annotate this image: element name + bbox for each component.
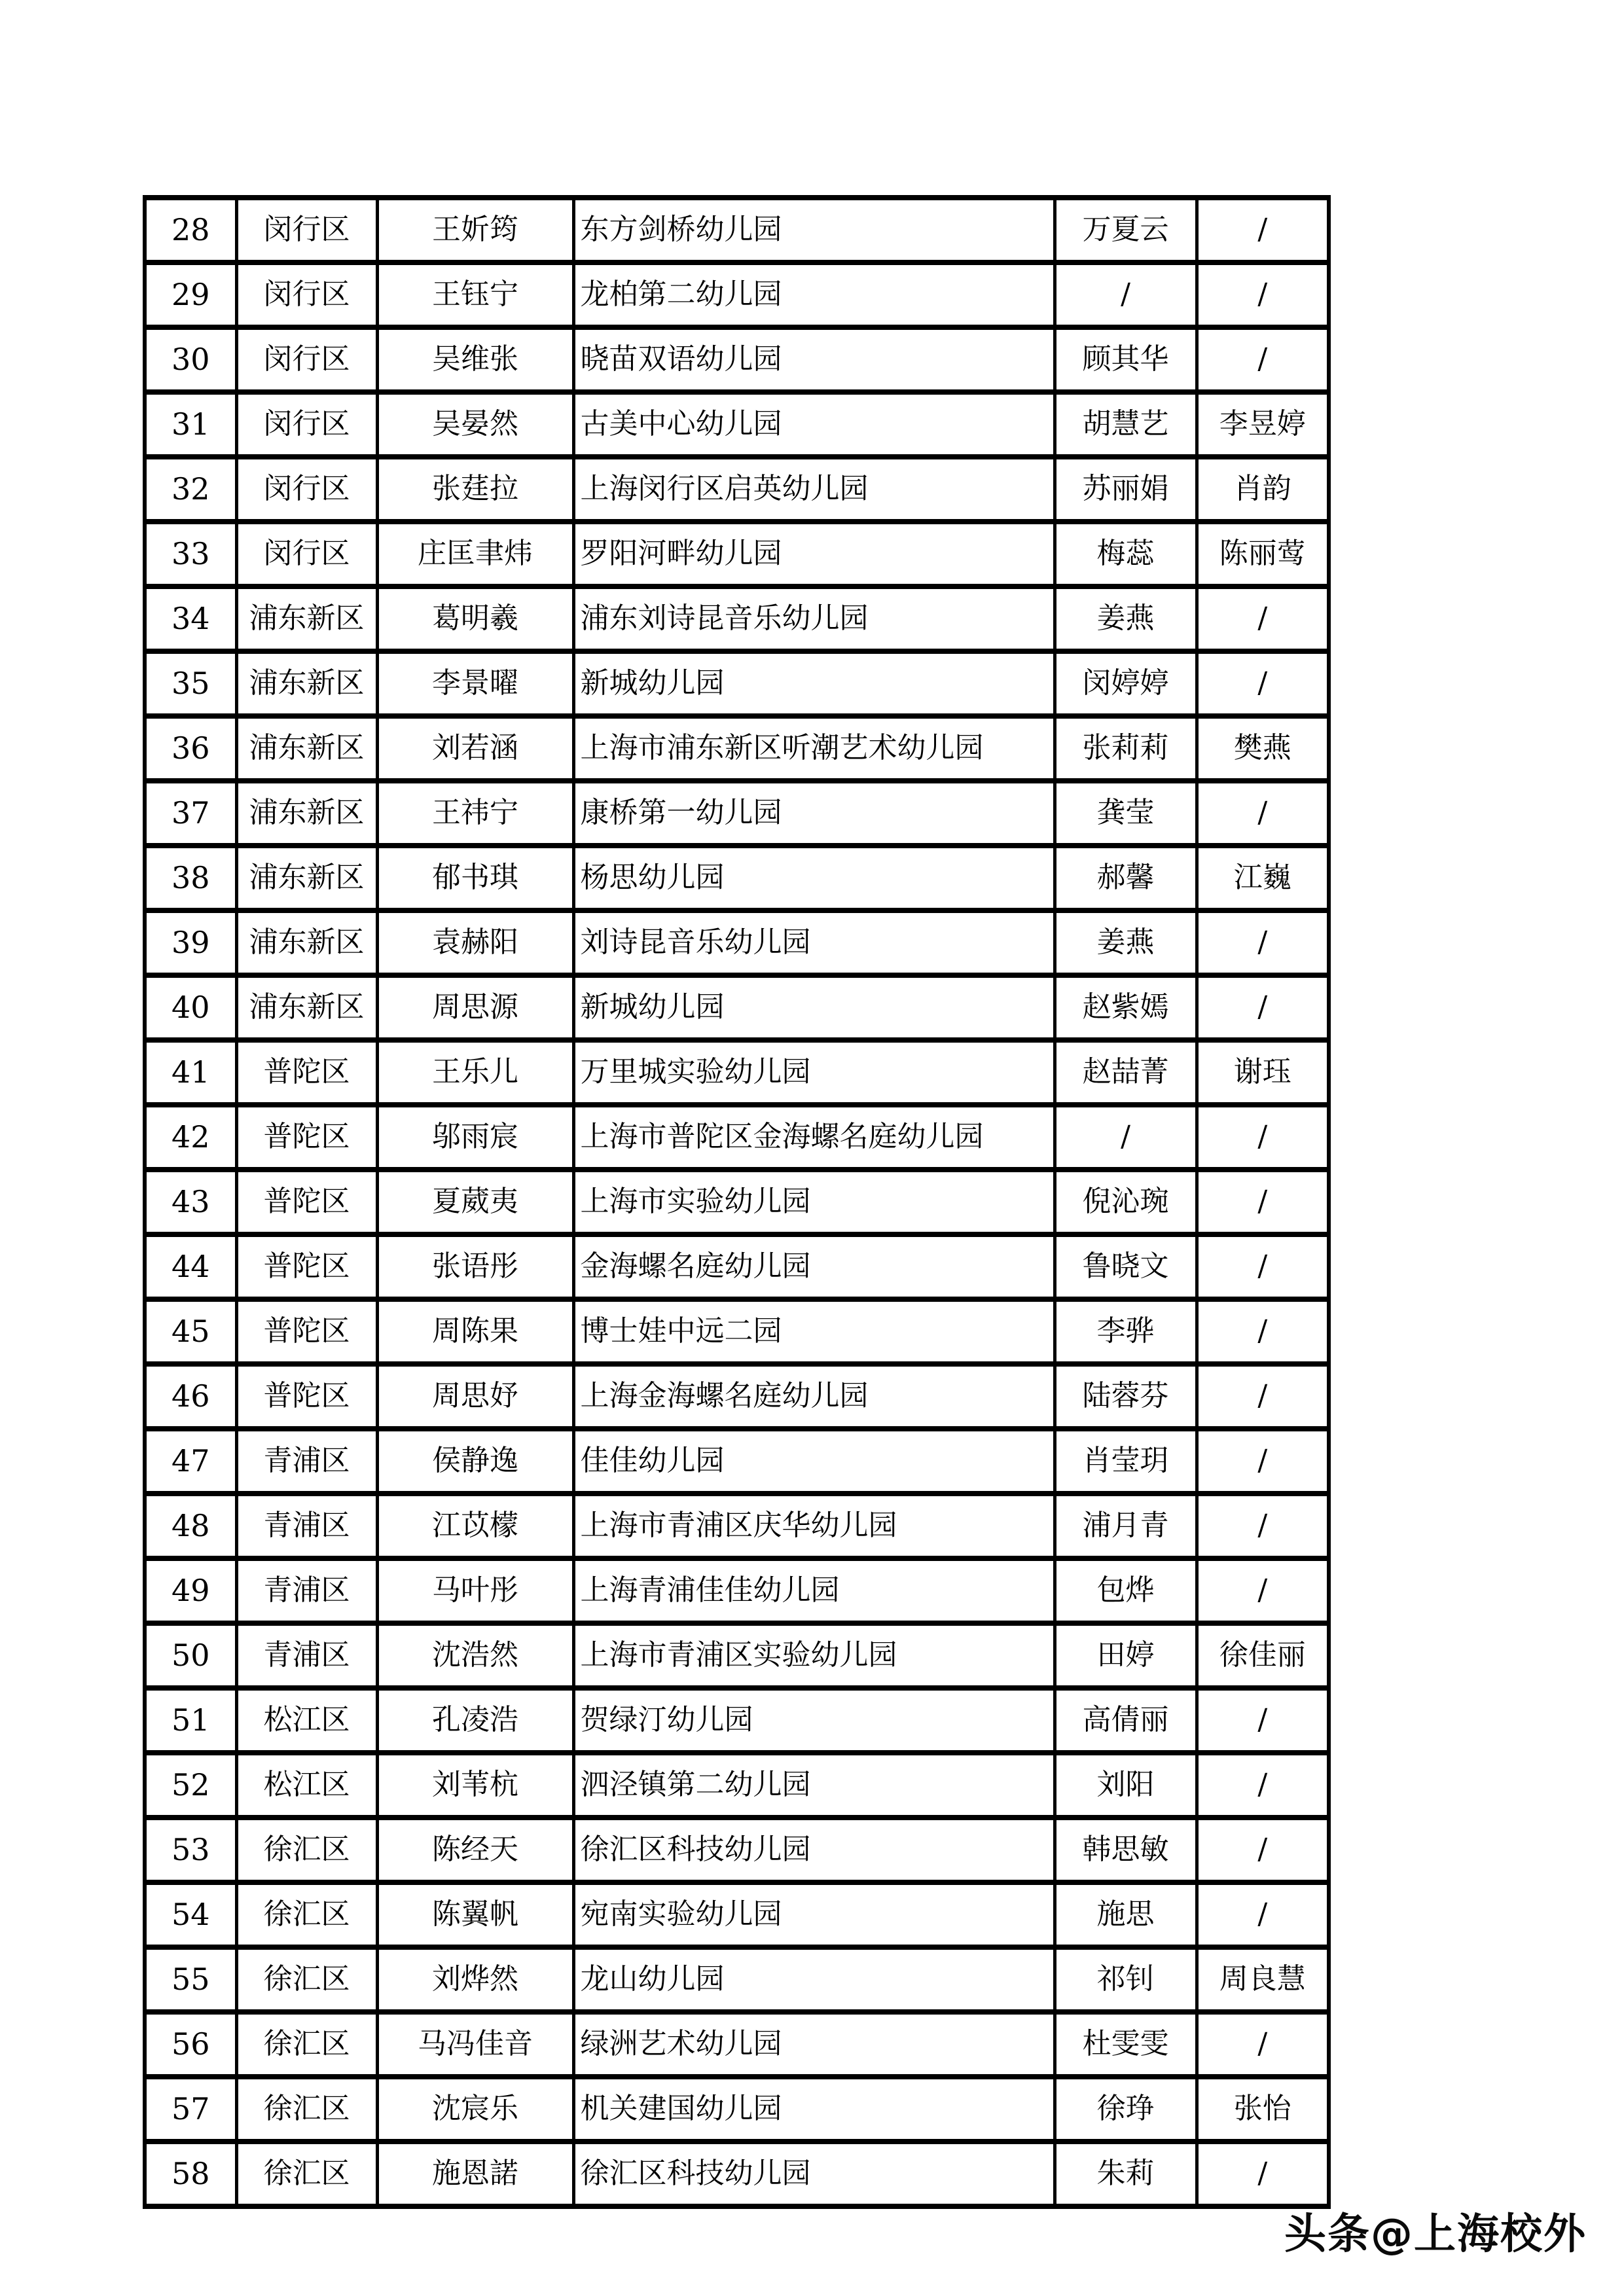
student-name-cell: 李景曜 <box>377 651 573 716</box>
row-number-cell: 52 <box>145 1753 236 1818</box>
teacher1-cell: 鲁晓文 <box>1055 1234 1197 1299</box>
teacher2-cell: / <box>1197 2142 1329 2206</box>
kindergarten-cell: 泗泾镇第二幼儿园 <box>573 1753 1055 1818</box>
teacher1-cell: 胡慧艺 <box>1055 392 1197 457</box>
student-name-cell: 郁书琪 <box>377 846 573 910</box>
table-row <box>145 262 1329 327</box>
table-row <box>145 910 1329 975</box>
teacher1-cell: 徐琤 <box>1055 2077 1197 2142</box>
table-row <box>145 327 1329 392</box>
student-name-cell: 陈经天 <box>377 1818 573 1882</box>
district-cell: 闵行区 <box>236 392 377 457</box>
teacher2-cell: / <box>1197 910 1329 975</box>
row-number-cell: 29 <box>145 262 236 327</box>
teacher1-cell: 韩思敏 <box>1055 1818 1197 1882</box>
student-name-cell: 沈浩然 <box>377 1623 573 1688</box>
kindergarten-cell: 博士娃中远二园 <box>573 1299 1055 1364</box>
teacher1-cell: 陆蓉芬 <box>1055 1364 1197 1429</box>
teacher1-cell: 刘阳 <box>1055 1753 1197 1818</box>
district-cell: 徐汇区 <box>236 1947 377 2012</box>
table-row <box>145 975 1329 1040</box>
table-row <box>145 1299 1329 1364</box>
table-row <box>145 651 1329 716</box>
teacher1-cell: / <box>1055 1105 1197 1170</box>
row-number-cell: 30 <box>145 327 236 392</box>
table-row <box>145 1818 1329 1882</box>
table-row <box>145 1040 1329 1105</box>
student-name-cell: 张莛拉 <box>377 457 573 522</box>
teacher2-cell: / <box>1197 1299 1329 1364</box>
table-row <box>145 1234 1329 1299</box>
row-number-cell: 41 <box>145 1040 236 1105</box>
kindergarten-cell: 贺绿汀幼儿园 <box>573 1688 1055 1753</box>
kindergarten-cell: 绿洲艺术幼儿园 <box>573 2012 1055 2077</box>
row-number-cell: 51 <box>145 1688 236 1753</box>
teacher2-cell: / <box>1197 975 1329 1040</box>
row-number-cell: 55 <box>145 1947 236 2012</box>
student-name-cell: 马叶彤 <box>377 1558 573 1623</box>
student-name-cell: 周思源 <box>377 975 573 1040</box>
row-number-cell: 40 <box>145 975 236 1040</box>
row-number-cell: 39 <box>145 910 236 975</box>
row-number-cell: 56 <box>145 2012 236 2077</box>
table-row <box>145 1882 1329 1947</box>
kindergarten-cell: 万里城实验幼儿园 <box>573 1040 1055 1105</box>
teacher1-cell: 闵婷婷 <box>1055 651 1197 716</box>
row-number-cell: 57 <box>145 2077 236 2142</box>
teacher2-cell: 周良慧 <box>1197 1947 1329 2012</box>
teacher1-cell: / <box>1055 262 1197 327</box>
district-cell: 普陀区 <box>236 1299 377 1364</box>
district-cell: 浦东新区 <box>236 975 377 1040</box>
kindergarten-cell: 上海市普陀区金海螺名庭幼儿园 <box>573 1105 1055 1170</box>
kindergarten-cell: 罗阳河畔幼儿园 <box>573 522 1055 586</box>
row-number-cell: 54 <box>145 1882 236 1947</box>
kindergarten-cell: 上海市实验幼儿园 <box>573 1170 1055 1234</box>
student-name-cell: 施恩諾 <box>377 2142 573 2206</box>
teacher2-cell: 肖韵 <box>1197 457 1329 522</box>
teacher2-cell: 徐佳丽 <box>1197 1623 1329 1688</box>
table-row <box>145 1170 1329 1234</box>
row-number-cell: 33 <box>145 522 236 586</box>
kindergarten-cell: 东方剑桥幼儿园 <box>573 198 1055 262</box>
table-row <box>145 522 1329 586</box>
teacher2-cell: / <box>1197 1364 1329 1429</box>
kindergarten-cell: 杨思幼儿园 <box>573 846 1055 910</box>
teacher1-cell: 田婷 <box>1055 1623 1197 1688</box>
kindergarten-cell: 上海市浦东新区听潮艺术幼儿园 <box>573 716 1055 781</box>
teacher1-cell: 李骅 <box>1055 1299 1197 1364</box>
table-row <box>145 1947 1329 2012</box>
teacher2-cell: / <box>1197 1558 1329 1623</box>
table-row <box>145 2012 1329 2077</box>
teacher1-cell: 杜雯雯 <box>1055 2012 1197 2077</box>
student-name-cell: 侯静逸 <box>377 1429 573 1494</box>
student-name-cell: 江苡檬 <box>377 1494 573 1558</box>
district-cell: 浦东新区 <box>236 651 377 716</box>
teacher1-cell: 龚莹 <box>1055 781 1197 846</box>
student-name-cell: 张语彤 <box>377 1234 573 1299</box>
student-name-cell: 葛明羲 <box>377 586 573 651</box>
row-number-cell: 34 <box>145 586 236 651</box>
table-row <box>145 198 1329 262</box>
kindergarten-cell: 新城幼儿园 <box>573 975 1055 1040</box>
teacher2-cell: 樊燕 <box>1197 716 1329 781</box>
teacher1-cell: 高倩丽 <box>1055 1688 1197 1753</box>
district-cell: 青浦区 <box>236 1623 377 1688</box>
district-cell: 松江区 <box>236 1688 377 1753</box>
table-row <box>145 846 1329 910</box>
student-name-cell: 王乐儿 <box>377 1040 573 1105</box>
teacher2-cell: 谢珏 <box>1197 1040 1329 1105</box>
table-row <box>145 1105 1329 1170</box>
district-cell: 徐汇区 <box>236 2142 377 2206</box>
kindergarten-cell: 上海金海螺名庭幼儿园 <box>573 1364 1055 1429</box>
district-cell: 浦东新区 <box>236 716 377 781</box>
teacher1-cell: 倪沁琬 <box>1055 1170 1197 1234</box>
student-name-cell: 王祎宁 <box>377 781 573 846</box>
teacher2-cell: / <box>1197 1882 1329 1947</box>
row-number-cell: 45 <box>145 1299 236 1364</box>
table-row <box>145 457 1329 522</box>
district-cell: 闵行区 <box>236 262 377 327</box>
kindergarten-cell: 古美中心幼儿园 <box>573 392 1055 457</box>
teacher2-cell: / <box>1197 1818 1329 1882</box>
student-name-cell: 陈翼帆 <box>377 1882 573 1947</box>
roster-table <box>143 195 1331 2209</box>
teacher1-cell: 张莉莉 <box>1055 716 1197 781</box>
kindergarten-cell: 佳佳幼儿园 <box>573 1429 1055 1494</box>
teacher2-cell: 江巍 <box>1197 846 1329 910</box>
kindergarten-cell: 浦东刘诗昆音乐幼儿园 <box>573 586 1055 651</box>
teacher2-cell: / <box>1197 262 1329 327</box>
teacher2-cell: / <box>1197 1105 1329 1170</box>
teacher2-cell: / <box>1197 586 1329 651</box>
district-cell: 徐汇区 <box>236 2012 377 2077</box>
kindergarten-cell: 机关建国幼儿园 <box>573 2077 1055 2142</box>
row-number-cell: 58 <box>145 2142 236 2206</box>
table-row <box>145 2077 1329 2142</box>
student-name-cell: 周思妤 <box>377 1364 573 1429</box>
table-row <box>145 2142 1329 2206</box>
student-name-cell: 邬雨宸 <box>377 1105 573 1170</box>
table-row <box>145 1688 1329 1753</box>
row-number-cell: 28 <box>145 198 236 262</box>
student-name-cell: 王钰宁 <box>377 262 573 327</box>
student-name-cell: 王妡筠 <box>377 198 573 262</box>
teacher1-cell: 朱莉 <box>1055 2142 1197 2206</box>
district-cell: 闵行区 <box>236 198 377 262</box>
table-row <box>145 1753 1329 1818</box>
student-name-cell: 沈宸乐 <box>377 2077 573 2142</box>
row-number-cell: 38 <box>145 846 236 910</box>
kindergarten-cell: 龙山幼儿园 <box>573 1947 1055 2012</box>
teacher2-cell: / <box>1197 1753 1329 1818</box>
kindergarten-cell: 金海螺名庭幼儿园 <box>573 1234 1055 1299</box>
teacher2-cell: / <box>1197 1170 1329 1234</box>
teacher1-cell: 郝馨 <box>1055 846 1197 910</box>
student-name-cell: 刘烨然 <box>377 1947 573 2012</box>
teacher2-cell: / <box>1197 1494 1329 1558</box>
row-number-cell: 36 <box>145 716 236 781</box>
row-number-cell: 35 <box>145 651 236 716</box>
student-name-cell: 吴维张 <box>377 327 573 392</box>
student-name-cell: 袁赫阳 <box>377 910 573 975</box>
teacher1-cell: 苏丽娟 <box>1055 457 1197 522</box>
toutiao-watermark: 头条@上海校外 <box>1284 2210 1587 2259</box>
district-cell: 浦东新区 <box>236 781 377 846</box>
kindergarten-cell: 上海市青浦区实验幼儿园 <box>573 1623 1055 1688</box>
row-number-cell: 31 <box>145 392 236 457</box>
district-cell: 普陀区 <box>236 1040 377 1105</box>
teacher2-cell: / <box>1197 1688 1329 1753</box>
district-cell: 普陀区 <box>236 1234 377 1299</box>
row-number-cell: 49 <box>145 1558 236 1623</box>
row-number-cell: 37 <box>145 781 236 846</box>
teacher1-cell: 赵喆菁 <box>1055 1040 1197 1105</box>
student-name-cell: 夏葳夷 <box>377 1170 573 1234</box>
teacher1-cell: 肖莹玥 <box>1055 1429 1197 1494</box>
district-cell: 徐汇区 <box>236 1818 377 1882</box>
teacher1-cell: 顾其华 <box>1055 327 1197 392</box>
row-number-cell: 42 <box>145 1105 236 1170</box>
district-cell: 徐汇区 <box>236 2077 377 2142</box>
student-name-cell: 周陈果 <box>377 1299 573 1364</box>
row-number-cell: 47 <box>145 1429 236 1494</box>
table-row <box>145 1558 1329 1623</box>
row-number-cell: 32 <box>145 457 236 522</box>
row-number-cell: 44 <box>145 1234 236 1299</box>
teacher2-cell: / <box>1197 1234 1329 1299</box>
district-cell: 青浦区 <box>236 1429 377 1494</box>
kindergarten-cell: 刘诗昆音乐幼儿园 <box>573 910 1055 975</box>
kindergarten-cell: 晓苗双语幼儿园 <box>573 327 1055 392</box>
teacher2-cell: / <box>1197 327 1329 392</box>
district-cell: 松江区 <box>236 1753 377 1818</box>
district-cell: 闵行区 <box>236 327 377 392</box>
student-name-cell: 刘若涵 <box>377 716 573 781</box>
kindergarten-cell: 徐汇区科技幼儿园 <box>573 1818 1055 1882</box>
district-cell: 普陀区 <box>236 1170 377 1234</box>
district-cell: 浦东新区 <box>236 846 377 910</box>
district-cell: 浦东新区 <box>236 910 377 975</box>
teacher2-cell: / <box>1197 2012 1329 2077</box>
teacher1-cell: 浦月青 <box>1055 1494 1197 1558</box>
student-name-cell: 孔凌浩 <box>377 1688 573 1753</box>
teacher2-cell: 陈丽莺 <box>1197 522 1329 586</box>
row-number-cell: 46 <box>145 1364 236 1429</box>
table-row <box>145 781 1329 846</box>
table-row <box>145 392 1329 457</box>
district-cell: 青浦区 <box>236 1558 377 1623</box>
teacher1-cell: 姜燕 <box>1055 586 1197 651</box>
table-row <box>145 1364 1329 1429</box>
district-cell: 青浦区 <box>236 1494 377 1558</box>
table-row <box>145 586 1329 651</box>
table-row <box>145 1429 1329 1494</box>
district-cell: 闵行区 <box>236 522 377 586</box>
teacher1-cell: 万夏云 <box>1055 198 1197 262</box>
teacher2-cell: 张怡 <box>1197 2077 1329 2142</box>
teacher2-cell: / <box>1197 198 1329 262</box>
row-number-cell: 53 <box>145 1818 236 1882</box>
teacher1-cell: 包烨 <box>1055 1558 1197 1623</box>
row-number-cell: 43 <box>145 1170 236 1234</box>
student-name-cell: 马冯佳音 <box>377 2012 573 2077</box>
teacher1-cell: 赵紫嫣 <box>1055 975 1197 1040</box>
district-cell: 闵行区 <box>236 457 377 522</box>
table-row <box>145 1494 1329 1558</box>
kindergarten-cell: 上海市青浦区庆华幼儿园 <box>573 1494 1055 1558</box>
teacher2-cell: / <box>1197 651 1329 716</box>
district-cell: 徐汇区 <box>236 1882 377 1947</box>
roster-table-body <box>145 198 1329 2206</box>
teacher2-cell: 李昱婷 <box>1197 392 1329 457</box>
table-row <box>145 1623 1329 1688</box>
table-row <box>145 716 1329 781</box>
teacher1-cell: 祁钊 <box>1055 1947 1197 2012</box>
teacher2-cell: / <box>1197 781 1329 846</box>
student-name-cell: 刘苇杭 <box>377 1753 573 1818</box>
teacher1-cell: 施思 <box>1055 1882 1197 1947</box>
student-name-cell: 吴晏然 <box>377 392 573 457</box>
kindergarten-cell: 徐汇区科技幼儿园 <box>573 2142 1055 2206</box>
kindergarten-cell: 康桥第一幼儿园 <box>573 781 1055 846</box>
kindergarten-cell: 上海青浦佳佳幼儿园 <box>573 1558 1055 1623</box>
teacher1-cell: 姜燕 <box>1055 910 1197 975</box>
kindergarten-cell: 宛南实验幼儿园 <box>573 1882 1055 1947</box>
teacher1-cell: 梅蕊 <box>1055 522 1197 586</box>
row-number-cell: 48 <box>145 1494 236 1558</box>
teacher2-cell: / <box>1197 1429 1329 1494</box>
student-name-cell: 庄匡聿炜 <box>377 522 573 586</box>
district-cell: 浦东新区 <box>236 586 377 651</box>
district-cell: 普陀区 <box>236 1364 377 1429</box>
kindergarten-cell: 新城幼儿园 <box>573 651 1055 716</box>
district-cell: 普陀区 <box>236 1105 377 1170</box>
row-number-cell: 50 <box>145 1623 236 1688</box>
kindergarten-cell: 龙柏第二幼儿园 <box>573 262 1055 327</box>
kindergarten-cell: 上海闵行区启英幼儿园 <box>573 457 1055 522</box>
